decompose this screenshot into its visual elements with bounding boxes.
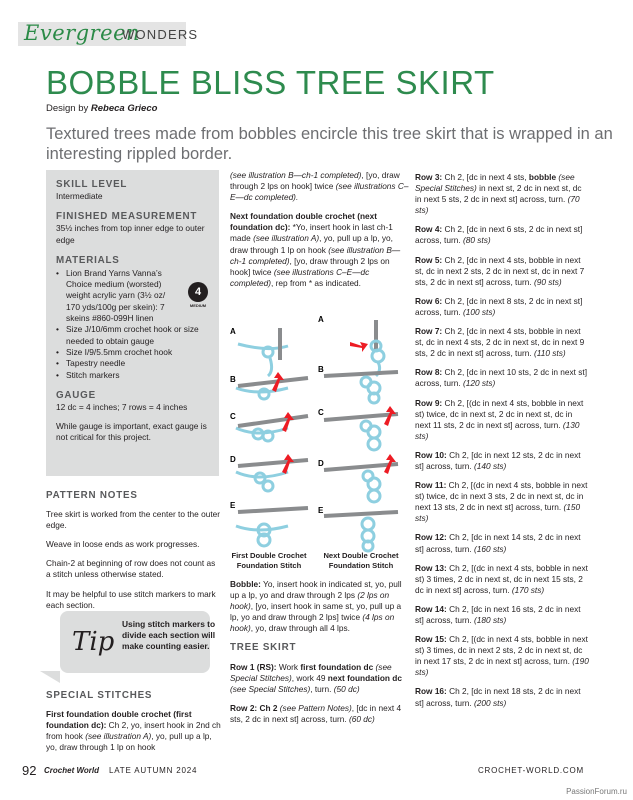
row-2: Row 2: Ch 2 (see Pattern Notes), [dc in next 4 sts, 2 dc in next st] across, turn. (60 dc) — [230, 702, 402, 724]
row-16: Row 16: Ch 2, [dc in next 18 sts, 2 dc in next st] across, turn. (200 sts) — [415, 686, 581, 708]
tree-skirt-heading: TREE SKIRT — [230, 642, 297, 654]
tip-text: Using stitch markers to divide each section will make counting easier. — [122, 619, 216, 652]
issue-label: LATE AUTUMN 2024 — [109, 766, 198, 775]
row-14: Row 14: Ch 2, [dc in next 16 sts, 2 dc in next st] across, turn. (180 sts) — [415, 603, 581, 625]
illus-letter-b-right: B — [318, 365, 324, 374]
nfdc-title: Next foundation double crochet (next foundation dc): — [230, 211, 378, 233]
notes-heading: PATTERN NOTES — [46, 490, 138, 501]
caption-next-foundation: Next Double Crochet Foundation Stitch — [323, 551, 399, 570]
step-b-left — [236, 388, 288, 399]
material-item: • Tapestry needle — [56, 358, 209, 369]
byline — [46, 103, 157, 114]
row-13: Row 13: Ch 2, [(dc in next 4 sts, bobble in next st) 3 times, 2 dc in next st, dc in next 15 sts, 2 dc in next st] across, turn. (170 sts) — [415, 562, 588, 595]
section-tag — [18, 21, 199, 46]
yarn-weight-icon — [187, 282, 209, 308]
fdc-paragraph-start: First foundation double crochet (first foundation dc): Ch 2, yo, insert hook in 2nd ch from hook (see illustration A), yo, pull up a lp, yo, draw through 1 lp on hook — [46, 709, 221, 753]
hook-e-right — [324, 512, 398, 516]
hook-b-left — [238, 378, 308, 386]
row-6: Row 6: Ch 2, [dc in next 8 sts, 2 dc in next st] across, turn. (100 sts) — [415, 295, 583, 317]
materials-heading: MATERIALS — [56, 254, 120, 266]
section-label: WONDERS — [122, 27, 199, 42]
foundation-stitch-illustration — [228, 316, 408, 574]
fdc-title: First foundation double crochet (first foundation dc): — [46, 709, 192, 731]
fdc-paragraph-cont: (see illustration B—ch-1 completed), [yo, draw through 2 lps on hook] twice (see illustrations C–E—dc completed). — [230, 170, 409, 203]
skill-heading: SKILL LEVEL — [56, 179, 128, 190]
step-c-right — [361, 421, 380, 450]
illus-letter-e: E — [230, 501, 236, 510]
illus-left-column — [230, 327, 308, 546]
tip-label: Tip — [72, 627, 115, 657]
step-e-left — [236, 524, 288, 546]
step-e-right — [362, 518, 374, 551]
row-7: Row 7: Ch 2, [dc in next 4 sts, bobble in next st, dc in next 4 sts, 2 dc in next st, dc in next 9 sts, 2 dc in next st] across, turn. (110 sts) — [415, 326, 585, 359]
special-heading: SPECIAL STITCHES — [46, 690, 153, 701]
page-number: 92 — [22, 763, 37, 778]
hook-c-left — [238, 416, 308, 426]
hook-d-left — [238, 460, 308, 466]
info-sidebar — [46, 170, 219, 476]
rows-column — [415, 172, 590, 717]
row-10: Row 10: Ch 2, [dc in next 12 sts, 2 dc in next st] across, turn. (140 sts) — [415, 449, 581, 471]
note-item: Weave in loose ends as work progresses. — [46, 539, 200, 550]
yarn-weight-label: MEDIUM — [189, 303, 207, 308]
row-12: Row 12: Ch 2, [dc in next 14 sts, 2 dc in next st] across, turn. (160 sts) — [415, 532, 581, 554]
pattern-notes — [46, 490, 221, 619]
tip-tail — [40, 671, 60, 683]
arrow-a-right — [350, 342, 368, 352]
gauge-note: While gauge is important, exact gauge is not critical for this project. — [56, 421, 207, 443]
illus-letter-c-right: C — [318, 408, 324, 417]
illus-letter-d-right: D — [318, 459, 324, 468]
hook-e-left — [238, 508, 308, 512]
row-3: Row 3: Ch 2, [dc in next 4 sts, bobble (see Special Stitches) in next st, 2 dc in next st, dc in next 5 sts, 2 dc in next st] across, turn. (70 sts) — [415, 172, 582, 216]
step-c-left — [236, 428, 288, 441]
page-title: BOBBLE BLISS TREE SKIRT — [46, 64, 495, 101]
skill-value: Intermediate — [56, 191, 103, 201]
note-item: Tree skirt is worked from the center to the outer edge. — [46, 509, 220, 531]
section-script: Evergreen — [24, 21, 141, 45]
page-footer — [22, 763, 622, 780]
note-item: Chain-2 at beginning of row does not count as a stitch unless otherwise stated. — [46, 558, 216, 580]
measurement-value: 35½ inches from top inner edge to outer edge — [56, 223, 205, 245]
step-b-right — [361, 377, 380, 403]
measurement-heading: FINISHED MEASUREMENT — [56, 211, 198, 223]
gauge-value: 12 dc = 4 inches; 7 rows = 4 inches — [56, 401, 188, 412]
nfdc-paragraph: Next foundation double crochet (next foundation dc): *Yo, insert hook in last ch-1 made (see illustration A), yo, pull up a lp, yo, draw through 1 lp on hook (see illustration B—ch-1 completed), [yo, draw through 2 lps on hook] twice (see illustrations C–E—dc completed), rep from * as indicated. — [230, 211, 401, 288]
intro-text: Textured trees made from bobbles encircle this tree skirt that is wrapped in an interesting rippled border. — [46, 125, 613, 163]
note-item: It may be helpful to use stitch markers to mark each section. — [46, 588, 216, 610]
yarn-weight-number: 4 — [188, 282, 208, 302]
hook-b-right — [324, 372, 398, 376]
row-5: Row 5: Ch 2, [dc in next 4 sts, bobble in next st, dc in next 2 sts, 2 dc in next st, dc in next 7 sts, 2 dc in next st] across, turn. (90 sts) — [415, 254, 585, 287]
illus-letter-d: D — [230, 455, 236, 464]
row-1: Row 1 (RS): Work first foundation dc (see Special Stitches), work 49 next foundation dc (see Special Stitches), turn. (50 dc) — [230, 661, 402, 694]
illus-letter-e-right: E — [318, 506, 324, 515]
middle-column-top — [230, 170, 410, 297]
illus-right-column — [318, 316, 398, 551]
illus-letter-b: B — [230, 375, 236, 384]
row-9: Row 9: Ch 2, [(dc in next 4 sts, bobble in next st) twice, dc in next st, 2 dc in next st, dc in next 11 sts, 2 dc in next st] across, turn. (130 sts) — [415, 397, 584, 441]
illus-letter-a-right: A — [318, 316, 324, 324]
designer-name: Rebeca Grieco — [90, 103, 158, 114]
step-d-right — [363, 471, 380, 502]
row-11: Row 11: Ch 2, [(dc in next 4 sts, bobble in next st) twice, dc in next 3 sts, 2 dc in next st, dc in next 13 sts, 2 dc in next st] across, turn. (150 sts) — [415, 480, 588, 524]
byline-prefix: Design by — [46, 103, 91, 114]
row-15: Row 15: Ch 2, [(dc in next 4 sts, bobble in next st) 3 times, dc in next 2 sts, 2 dc in next st, dc in next 17 sts, 2 dc in next st] across, turn. (190 sts) — [415, 634, 589, 678]
bobble-title: Bobble: — [230, 579, 261, 589]
tip-box — [60, 611, 216, 673]
gauge-heading: GAUGE — [56, 389, 96, 401]
caption-first-foundation: First Double Crochet Foundation Stitch — [231, 551, 307, 570]
website: CROCHET-WORLD.COM — [477, 766, 584, 775]
magazine-name: Crochet World — [44, 766, 99, 775]
row-8: Row 8: Ch 2, [dc in next 10 sts, 2 dc in next st] across, turn. (120 sts) — [415, 367, 588, 389]
bobble-paragraph: Bobble: Yo, insert hook in indicated st, yo, pull up a lp, yo and draw through 2 lps (2 lps on hook), [yo, insert hook in same st, yo, pull up a lp, yo and draw through 2 lps] twice (4 lps on hook), yo, draw through all 4 lps. — [230, 579, 402, 634]
material-item: • Size J/10/6mm crochet hook or size needed to obtain gauge — [56, 324, 209, 347]
material-item: • Stitch markers — [56, 370, 209, 381]
illus-letter-c: C — [230, 412, 236, 421]
illus-letter-a: A — [230, 327, 236, 336]
step-d-left — [236, 472, 288, 491]
middle-column-bottom — [230, 579, 410, 733]
material-item: • Lion Brand Yarns Vanna’s Choice medium (worsted) weight acrylic yarn (3½ oz/ 170 yds/100g per skein): 7 skeins #860-099H linen — [56, 268, 209, 324]
material-item: • Size I/9/5.5mm crochet hook — [56, 347, 209, 358]
special-stitches — [46, 690, 221, 753]
row-4: Row 4: Ch 2, [dc in next 6 sts, 2 dc in next st] across, turn. (80 sts) — [415, 224, 583, 246]
watermark: PassionForum.ru — [566, 787, 627, 796]
